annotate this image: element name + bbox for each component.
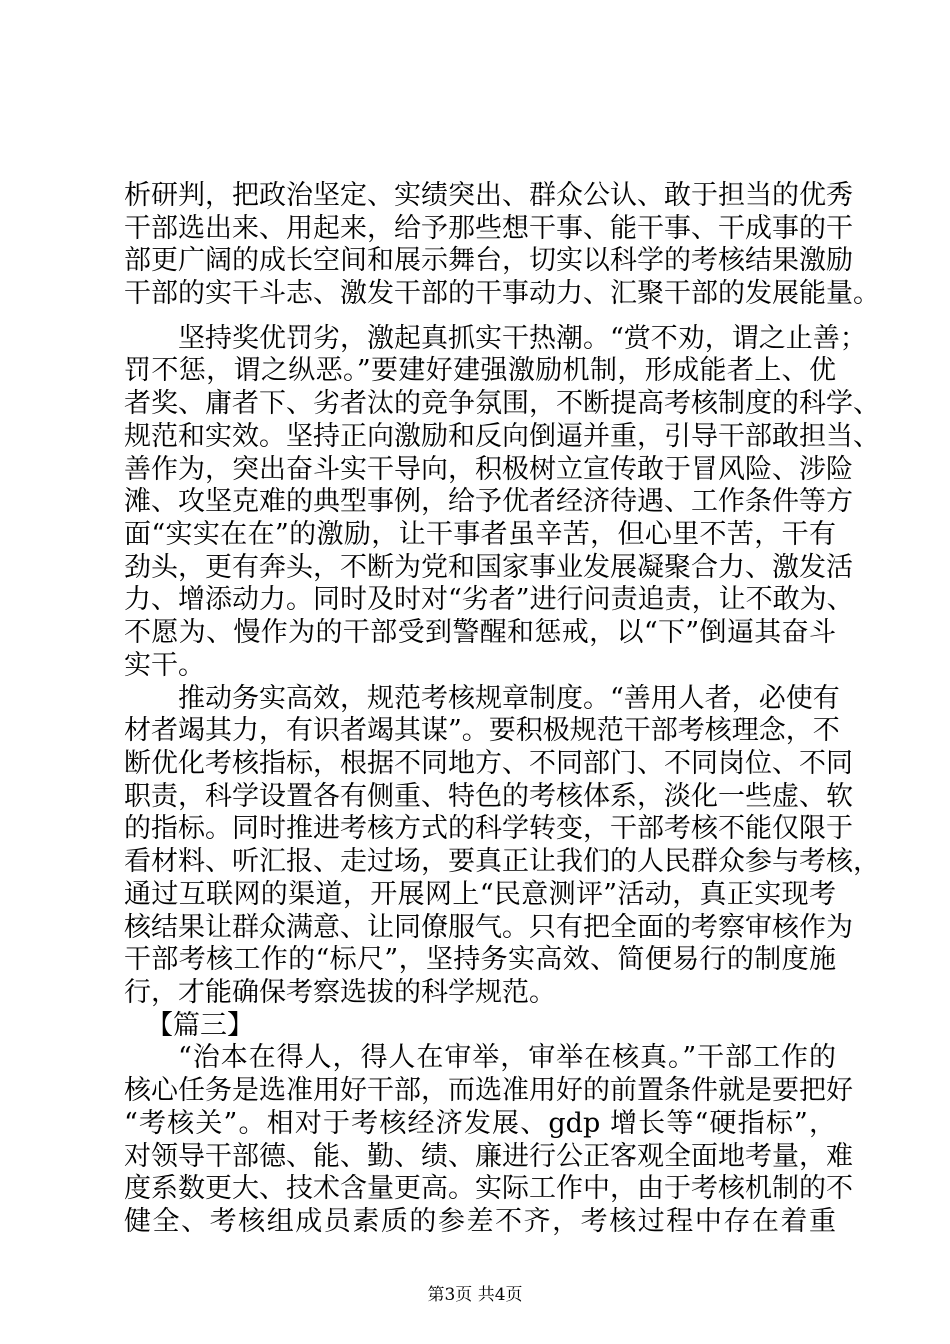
paragraph-4-line-3: “考核关”。相对于考核经济发展、gdp 增长等“硬指标”，	[124, 1107, 836, 1139]
paragraph-3-line-2: 材者竭其力，有识者竭其谋”。要积极规范干部考核理念，不	[124, 715, 840, 747]
section-heading: 【篇三】	[146, 1009, 254, 1041]
paragraph-3-line-7: 通过互联网的渠道，开展网上“民意测评”活动，真正实现考	[124, 878, 836, 910]
page-footer: 第3页 共4页	[427, 1285, 523, 1305]
paragraph-2-line-9: 力、增添动力。同时及时对“劣者”进行问责追责，让不敢为、	[124, 584, 854, 616]
paragraph-2-line-4: 规范和实效。坚持正向激励和反向倒逼并重，引导干部敢担当、	[124, 420, 880, 452]
paragraph-1-line-2: 干部选出来、用起来，给予那些想干事、能干事、干成事的干	[124, 212, 853, 244]
paragraph-2-line-10: 不愿为、慢作为的干部受到警醒和惩戒，以“下”倒逼其奋斗	[124, 617, 836, 649]
paragraph-2-line-8: 劲头，更有奔头，不断为党和国家事业发展凝聚合力、激发活	[124, 551, 853, 583]
paragraph-4-line-5: 度系数更大、技术含量更高。实际工作中，由于考核机制的不	[124, 1173, 853, 1205]
paragraph-2-line-2: 罚不惩，谓之纵恶。”要建好建强激励机制，形成能者上、优	[124, 355, 836, 387]
paragraph-2-line-1: 坚持奖优罚劣，激起真抓实干热潮。“赏不劝，谓之止善；	[178, 322, 867, 354]
paragraph-2-line-5: 善作为，突出奋斗实干导向，积极树立宣传敢于冒风险、涉险	[124, 453, 853, 485]
paragraph-2-line-3: 者奖、庸者下、劣者汰的竞争氛围，不断提高考核制度的科学、	[124, 388, 880, 420]
paragraph-4-line-1: “治本在得人，得人在审举，审举在核真。”干部工作的	[178, 1042, 836, 1074]
paragraph-3-line-1: 推动务实高效，规范考核规章制度。“善用人者，必使有	[178, 682, 840, 714]
paragraph-1-line-3: 部更广阔的成长空间和展示舞台，切实以科学的考核结果激励	[124, 245, 853, 277]
paragraph-4-line-4: 对领导干部德、能、勤、绩、廉进行公正客观全面地考量，难	[124, 1140, 853, 1172]
paragraph-3-line-8: 核结果让群众满意、让同僚服气。只有把全面的考察审核作为	[124, 911, 853, 943]
paragraph-2-line-11: 实干。	[124, 649, 205, 681]
paragraph-1-line-4: 干部的实干斗志、激发干部的干事动力、汇聚干部的发展能量。	[124, 278, 880, 310]
paragraph-3-line-6: 看材料、听汇报、走过场，要真正让我们的人民群众参与考核，	[124, 846, 880, 878]
paragraph-3-line-4: 职责，科学设置各有侧重、特色的考核体系，淡化一些虚、软	[124, 780, 853, 812]
paragraph-3-line-10: 行，才能确保考察选拔的科学规范。	[124, 977, 556, 1008]
paragraph-4-line-2: 核心任务是选准用好干部，而选准用好的前置条件就是要把好	[124, 1075, 853, 1107]
paragraph-3-line-5: 的指标。同时推进考核方式的科学转变，干部考核不能仅限于	[124, 813, 853, 845]
paragraph-1-line-1: 析研判，把政治坚定、实绩突出、群众公认、敢于担当的优秀	[124, 180, 853, 211]
paragraph-3-line-3: 断优化考核指标，根据不同地方、不同部门、不同岗位、不同	[124, 748, 853, 780]
paragraph-4-line-6: 健全、考核组成员素质的参差不齐，考核过程中存在着重	[124, 1206, 836, 1237]
paragraph-3-line-9: 干部考核工作的“标尺”，坚持务实高效、简便易行的制度施	[124, 944, 836, 976]
paragraph-2-line-7: 面“实实在在”的激励，让干事者虽辛苦，但心里不苦，干有	[124, 519, 836, 551]
paragraph-2-line-6: 滩、攻坚克难的典型事例，给予优者经济待遇、工作条件等方	[124, 486, 853, 518]
